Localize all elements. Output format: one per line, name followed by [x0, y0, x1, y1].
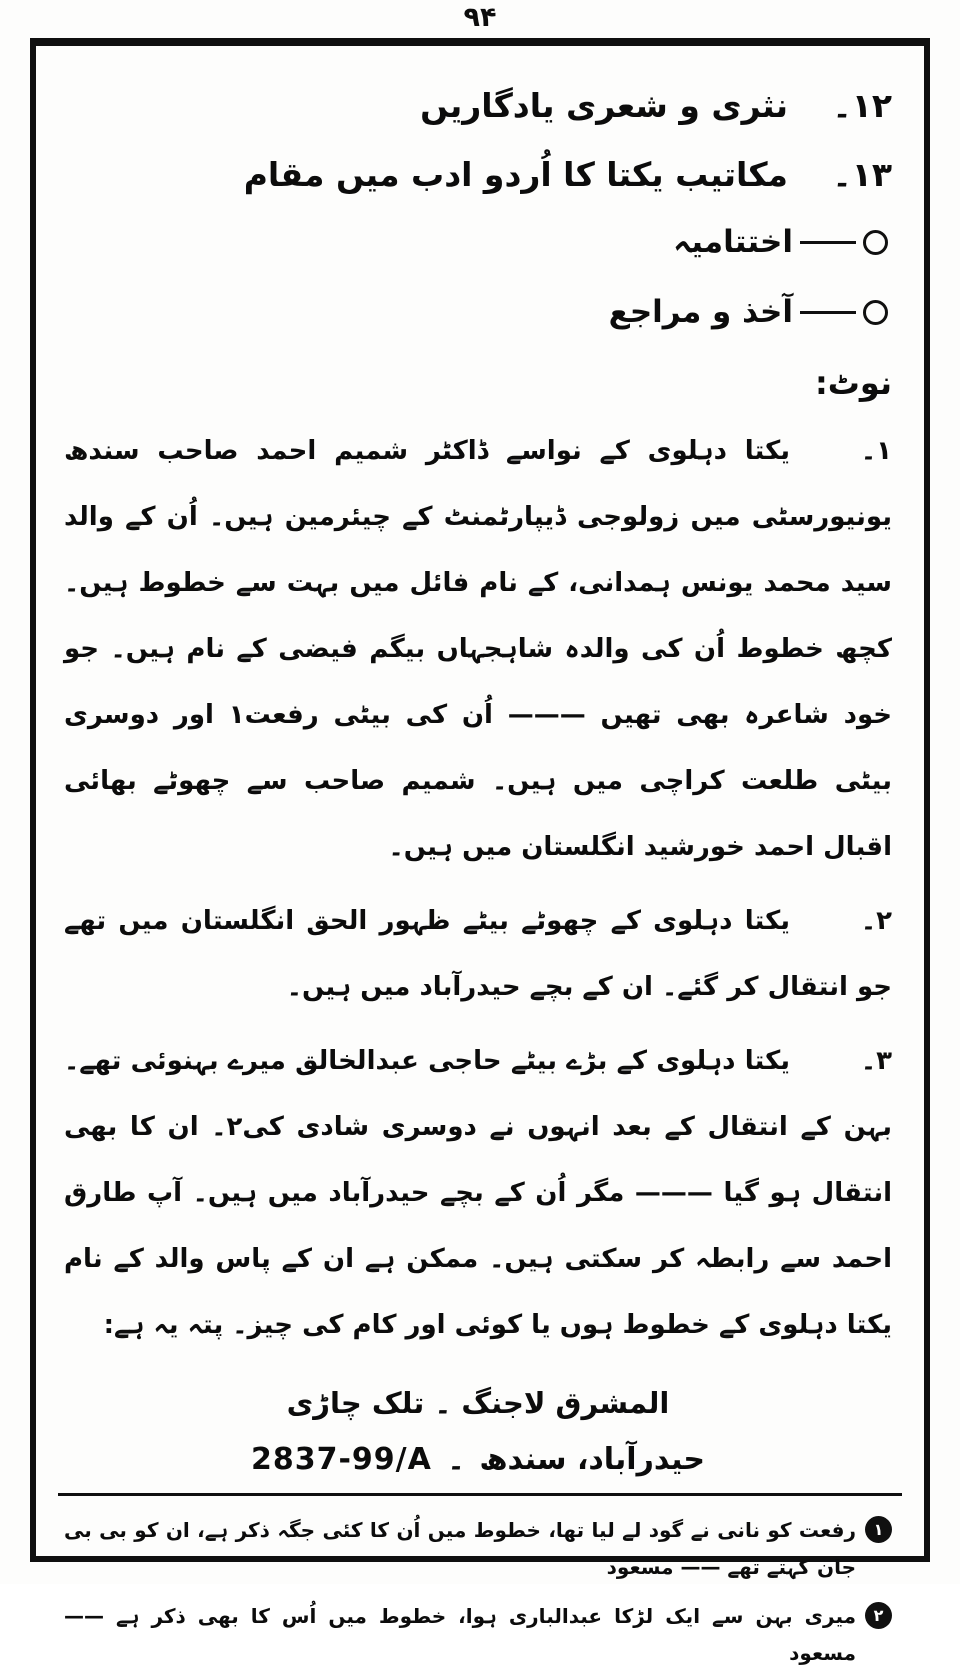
circle-bullet-icon — [863, 300, 888, 325]
bullet-label: اختتامیہ — [673, 224, 793, 260]
list-item-13 — [64, 155, 892, 194]
page-number: ۹۴ — [463, 2, 497, 33]
address-separator: ۔ — [447, 1442, 465, 1477]
footnote-marker-icon: ۱ — [865, 1516, 892, 1543]
bullet-dash-line — [800, 311, 856, 314]
note-3 — [64, 1028, 892, 1358]
note-text: یکتا دہلوی کے نواسے ڈاکٹر شمیم احمد صاحب سندھ یونیورسٹی میں زولوجی ڈیپارٹمنٹ کے چیئرمین ہیں۔ اُن کے والد سید محمد یونس ہمدانی، کے نام فائل میں بہت سے خطوط ہیں۔ کچھ خطوط اُن کی والدہ شاہجہاں بیگم فیضی کے نام ہیں۔ جو خود شاعرہ بھی تھیں ——— اُن کی بیٹی رفعت۱ اور دوسری بیٹی طلعت کراچی میں ہیں۔ شمیم صاحب سے چھوٹے بھائی اقبال احمد خورشید انگلستان میں ہیں۔ — [64, 436, 892, 862]
footnote-2 — [64, 1598, 892, 1672]
footnote-text: میری بہن سے ایک لڑکا عبدالباری ہوا، خطوط میں اُس کا بھی ذکر ہے —— مسعود — [64, 1604, 856, 1665]
note-number: ۳۔ — [860, 1046, 892, 1076]
circle-bullet-icon — [863, 230, 888, 255]
note-text: یکتا دہلوی کے بڑے بیٹے حاجی عبدالخالق میرے بہنوئی تھے۔ بہن کے انتقال کے بعد انہوں نے دوسری شادی کی۲۔ ان کا بھی انتقال ہو گیا ——— مگر اُن کے بچے حیدرآباد میں ہیں۔ آپ طارق احمد سے رابطہ کر سکتی ہیں۔ ممکن ہے ان کے پاس والد کے نام یکتا دہلوی کے خطوط ہوں یا کوئی اور کام کی چیز۔ پتہ یہ ہے: — [64, 1046, 892, 1340]
item-number: ۱۲۔ — [832, 86, 892, 125]
footnote-1 — [64, 1512, 892, 1586]
bullet-dash-line — [800, 241, 856, 244]
note-number: ۲۔ — [860, 906, 892, 936]
note-number: ۱۔ — [860, 436, 892, 466]
footnote-marker-icon: ۲ — [865, 1602, 892, 1629]
list-item-12 — [64, 86, 892, 125]
footnote-divider — [58, 1493, 902, 1496]
note-1 — [64, 418, 892, 880]
bullet-label: آخذ و مراجع — [608, 294, 793, 330]
content-frame — [30, 38, 930, 1665]
address-city: حیدرآباد، سندھ — [479, 1442, 706, 1477]
item-number: ۱۳۔ — [832, 155, 892, 194]
note-2 — [64, 888, 892, 1020]
address-number: 2837-99/A — [250, 1442, 432, 1477]
address-line-1: المشرق لاجنگ ۔ تلک چاڑی — [286, 1386, 670, 1420]
bullet-item-references — [64, 294, 888, 330]
item-label: مکاتیب یکتا کا اُردو ادب میں مقام — [243, 155, 788, 194]
note-text: یکتا دہلوی کے چھوٹے بیٹے ظہور الحق انگلستان میں تھے جو انتقال کر گئے۔ ان کے بچے حیدرآباد میں ہیں۔ — [64, 906, 892, 1002]
address-line-2 — [64, 1442, 892, 1477]
item-label: نثری و شعری یادگاریں — [420, 86, 788, 125]
note-heading: نوٹ: — [814, 364, 892, 402]
footnote-text: رفعت کو نانی نے گود لے لیا تھا، خطوط میں اُن کا کئی جگہ ذکر ہے، ان کو بی بی جان کہتے تھے —— مسعود — [64, 1518, 856, 1579]
bullet-item-conclusion — [64, 224, 888, 260]
